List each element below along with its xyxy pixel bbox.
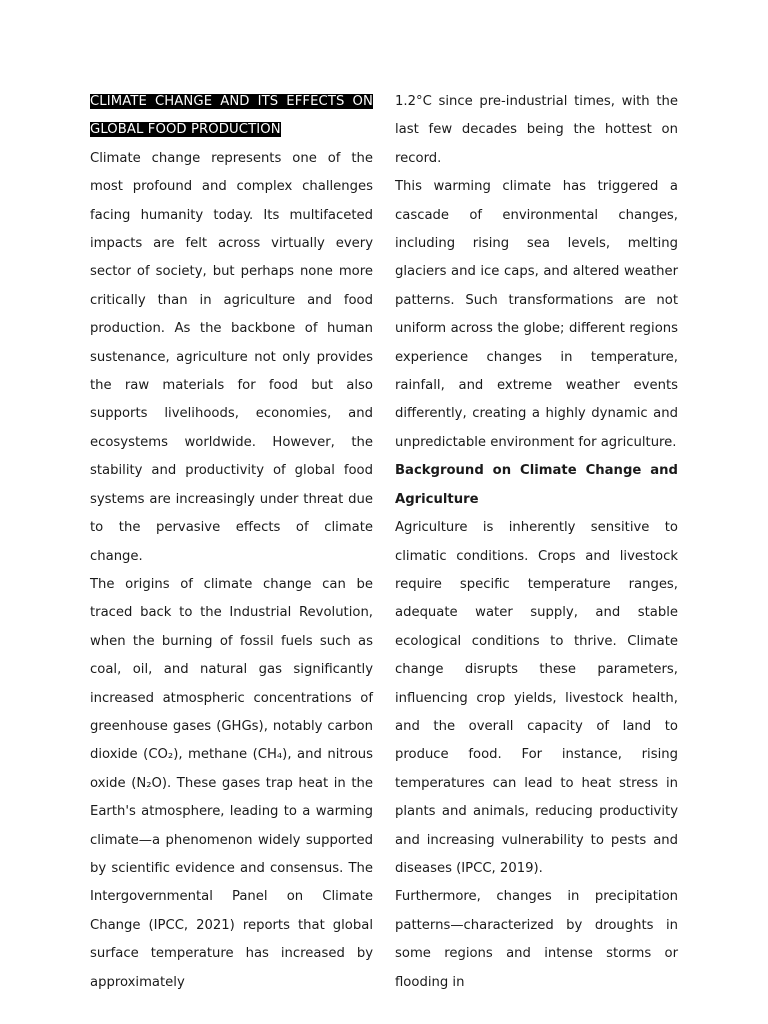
right-column xyxy=(395,88,678,997)
title-block xyxy=(90,88,373,145)
left-column xyxy=(90,88,373,997)
body-paragraph-3: 1.2°C since pre-industrial times, with the last few decades being the hottest on record. xyxy=(395,94,678,166)
body-paragraph-2: The origins of climate change can be traced back to the Industrial Revolution, when the burning of fossil fuels such as coal, oil, and natural gas significantly increased atmospheric concentrations of greenhouse gases (GHGs), notably carbon dioxide (CO₂), methane (CH₄), and nitrous oxide (N₂O). These gases trap heat in the Earth's atmosphere, leading to a warming climate—a phenomenon widely supported by scientific evidence and consensus. The Intergovernmental Panel on Climate Change (IPCC, 2021) reports that global surface temperature has increased by approximately xyxy=(90,576,373,990)
section-heading: Background on Climate Change and Agriculture xyxy=(395,463,678,507)
body-paragraph-4: This warming climate has triggered a cascade of environmental changes, including rising sea levels, melting glaciers and ice caps, and altered weather patterns. Such transformations are not uniform across the globe; different regions experience changes in temperature, rainfall, and extreme weather events differently, creating a highly dynamic and unpredictable environment for agriculture. xyxy=(395,179,678,450)
document-title: CLIMATE CHANGE AND ITS EFFECTS ON GLOBAL FOOD PRODUCTION xyxy=(90,94,373,138)
body-paragraph-5: Agriculture is inherently sensitive to climatic conditions. Crops and livestock require specific temperature ranges, adequate water supply, and stable ecological conditions to thrive. Climate change disrupts these parameters, influencing crop yields, livestock health, and the overall capacity of land to produce food. For instance, rising temperatures can lead to heat stress in plants and animals, reducing productivity and increasing vulnerability to pests and diseases (IPCC, 2019). xyxy=(395,520,678,876)
body-paragraph-6: Furthermore, changes in precipitation patterns—characterized by droughts in some regions and intense storms or flooding in xyxy=(395,889,678,990)
body-paragraph-1: Climate change represents one of the most profound and complex challenges facing humanity today. Its multifaceted impacts are felt across virtually every sector of society, but perhaps none more critically than in agriculture and food production. As the backbone of human sustenance, agriculture not only provides the raw materials for food but also supports livelihoods, economies, and ecosystems worldwide. However, the stability and productivity of global food systems are increasingly under threat due to the pervasive effects of climate change. xyxy=(90,150,373,564)
